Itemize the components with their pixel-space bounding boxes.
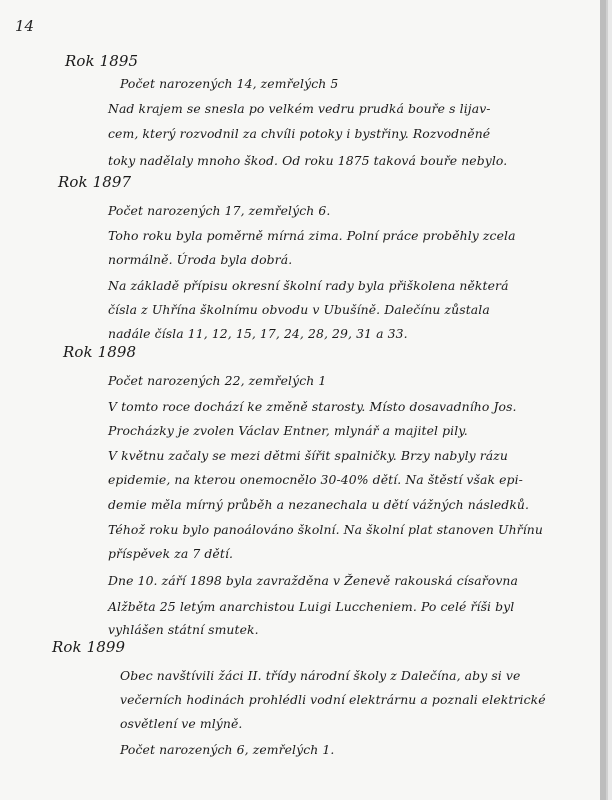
page-edge bbox=[600, 0, 606, 800]
page-number: 14 bbox=[15, 17, 35, 35]
text-line: Obec navštívili žáci II. třídy národní školy z Dalečína, aby si ve bbox=[120, 668, 521, 683]
year-heading-1898: Rok 1898 bbox=[63, 343, 137, 361]
text-line: Alžběta 25 letým anarchistou Luigi Luccheniem. Po celé říši byl bbox=[108, 599, 515, 614]
text-line: V tomto roce dochází ke změně starosty. Místo dosavadního Jos. bbox=[108, 399, 517, 414]
year-heading-1897: Rok 1897 bbox=[58, 173, 132, 191]
text-line: V květnu začaly se mezi dětmi šířit spalničky. Brzy nabyly rázu bbox=[108, 448, 508, 463]
text-line: cem, který rozvodnil za chvíli potoky i bystřiny. Rozvodněné bbox=[108, 126, 491, 141]
text-line: Toho roku byla poměrně mírná zima. Polní práce proběhly zcela bbox=[108, 228, 516, 243]
text-line: Počet narozených 22, zemřelých 1 bbox=[108, 373, 327, 388]
text-line: Téhož roku bylo panoálováno školní. Na školní plat stanoven Uhřínu bbox=[108, 522, 543, 537]
text-line: Počet narozených 6, zemřelých 1. bbox=[120, 742, 335, 757]
text-line: Počet narozených 17, zemřelých 6. bbox=[108, 203, 331, 218]
text-line: Na základě přípisu okresní školní rady byla přiškolena některá bbox=[108, 278, 509, 293]
text-line: Dne 10. září 1898 byla zavražděna v Ženevě rakouská císařovna bbox=[108, 573, 518, 588]
text-line: vyhlášen státní smutek. bbox=[108, 622, 259, 637]
text-line: demie měla mírný průběh a nezanechala u dětí vážných následků. bbox=[108, 497, 530, 512]
text-line: příspěvek za 7 dětí. bbox=[108, 546, 234, 561]
text-line: osvětlení ve mlýně. bbox=[120, 716, 243, 731]
text-line: toky nadělaly mnoho škod. Od roku 1875 taková bouře nebylo. bbox=[108, 153, 508, 168]
text-line: Procházky je zvolen Václav Entner, mlynář a majitel pily. bbox=[108, 423, 468, 438]
year-heading-1899: Rok 1899 bbox=[52, 638, 126, 656]
year-heading-1895: Rok 1895 bbox=[65, 52, 139, 70]
text-line: nadále čísla 11, 12, 15, 17, 24, 28, 29, 31 a 33. bbox=[108, 326, 408, 341]
text-line: čísla z Uhřína školnímu obvodu v Ubušíně. Dalečínu zůstala bbox=[108, 302, 490, 317]
text-line: Nad krajem se snesla po velkém vedru prudká bouře s lijav- bbox=[108, 101, 491, 116]
text-line: Počet narozených 14, zemřelých 5 bbox=[120, 76, 339, 91]
text-line: epidemie, na kterou onemocnělo 30-40% dětí. Na štěstí však epi- bbox=[108, 472, 523, 487]
text-line: večerních hodinách prohlédli vodní elektrárnu a poznali elektrické bbox=[120, 692, 546, 707]
text-line: normálně. Úroda byla dobrá. bbox=[108, 252, 293, 267]
